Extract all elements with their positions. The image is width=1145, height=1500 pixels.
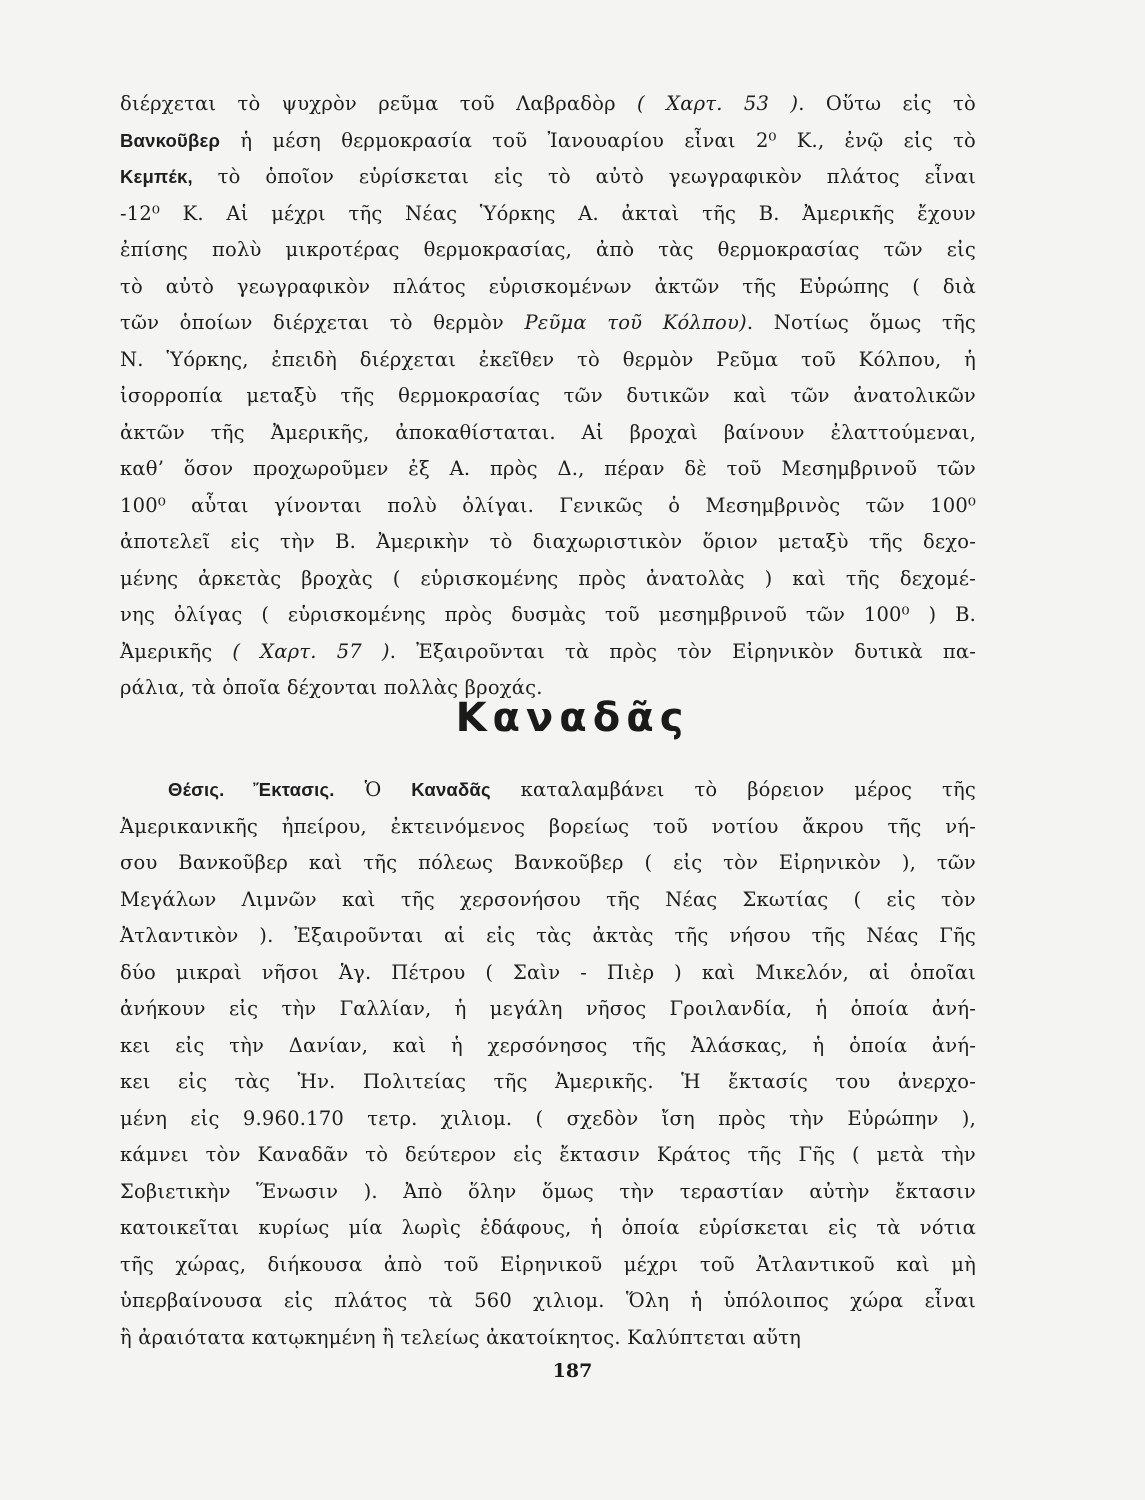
text-line [120,1137,976,1174]
text-line [120,561,976,598]
text-line [120,488,976,525]
text-line [120,772,976,809]
paragraph-canada-position [120,772,976,1356]
text-line [120,634,976,671]
text-line [120,1101,976,1138]
text-line [120,159,976,196]
text-run: τῶν ὁποίων διέρχεται τὸ θερμὸν [120,311,525,334]
text-line [120,1283,976,1320]
text-run: . Νοτίως ὅμως τῆς [746,311,976,334]
text-run: καθ’ ὅσον προχωροῦμεν ἐξ Α. πρὸς Δ., πέραν δὲ τοῦ Μεσημβρινοῦ τῶν [120,457,976,480]
text-run: Ἀμερικῆς [120,639,233,663]
text-line [120,991,976,1028]
text-line [120,1064,976,1101]
text-run: ἰσορροπία μεταξὺ τῆς θερμοκρασίας τῶν δυτικῶν καὶ τῶν ἀνατολικῶν [120,384,976,407]
text-run: . Οὕτω εἰς τὸ [798,92,976,115]
text-line [120,305,976,342]
text-run: Ν. Ὑόρκης, ἐπειδὴ διέρχεται ἐκεῖθεν τὸ θερμὸν Ρεῦμα τοῦ Κόλπου, ἡ [120,347,976,371]
text-run: ( Χαρτ. 57 ) [232,639,390,663]
text-run: μένης ἀρκετὰς βροχὰς ( εὑρισκομένης πρὸς ἀνατολὰς ) καὶ τῆς δεχομέ- [120,566,976,590]
text-run: μένη εἰς 9.960.170 τετρ. χιλιομ. ( σχεδὸν ἴση πρὸς τὴν Εὐρώπην ), [120,1106,976,1130]
text-run: Σοβιετικὴν Ἕνωσιν ). Ἀπὸ ὅλην ὅμως τὴν τεραστίαν αὐτὴν ἔκτασιν [120,1179,976,1203]
text-run: ἀνήκουν εἰς τὴν Γαλλίαν, ἡ μεγάλη νῆσος Γροιλανδία, ἡ ὁποία ἀνή- [120,997,976,1020]
text-run: ἢ ἀραιότατα κατῳκημένη ἢ τελείως ἀκατοίκητος. Καλύπτεται αὕτη [120,1325,802,1349]
text-run: 100⁰ αὗται γίνονται πολὺ ὀλίγαι. Γενικῶς ὁ Μεσημβρινὸς τῶν 100⁰ [120,493,976,517]
text-run: Κεμπέκ, [120,166,193,187]
text-run: διέρχεται τὸ ψυχρὸν ρεῦμα τοῦ Λαβραδὸρ [120,92,638,115]
text-run: . Ἐξαιροῦνται τὰ πρὸς τὸν Εἰρηνικὸν δυτικὰ πα- [389,639,976,663]
text-line [120,1320,976,1357]
text-run: κάμνει τὸν Καναδᾶν τὸ δεύτερον εἰς ἔκτασιν Κράτος τῆς Γῆς ( μετὰ τὴν [120,1143,976,1166]
paragraph-climate [120,86,976,707]
text-line [120,1028,976,1065]
text-run: καταλαμβάνει τὸ βόρειον μέρος τῆς [490,778,976,801]
text-run: Καναδᾶς [411,779,491,800]
text-run: ἡ μέση θερμοκρασία τοῦ Ἰανουαρίου εἶναι 2⁰ Κ., ἐνῷ εἰς τὸ [220,128,976,152]
text-run: νης ὀλίγας ( εὑρισκομένης πρὸς δυσμὰς τοῦ μεσημβρινοῦ τῶν 100⁰ ) Β. [120,603,976,626]
text-run: ( Χαρτ. 53 ) [637,92,799,115]
text-run: ράλια, τὰ ὁποῖα δέχονται πολλὰς βροχάς. [120,676,543,699]
text-run: Ὁ [334,778,412,801]
text-run: Ρεῦμα τοῦ Κόλπου) [524,311,747,334]
text-run: σου Βανκοῦβερ καὶ τῆς πόλεως Βανκοῦβερ ( εἰς τὸν Εἰρηνικὸν ), τῶν [120,851,976,874]
text-line [120,415,976,452]
text-line [120,232,976,269]
text-line [120,809,976,846]
text-line [120,1247,976,1284]
text-run: Μεγάλων Λιμνῶν καὶ τῆς χερσονήσου τῆς Νέας Σκωτίας ( εἰς τὸν [120,887,976,911]
text-line [120,882,976,919]
text-line [120,196,976,233]
text-run: Ἀτλαντικὸν ). Ἐξαιροῦνται αἱ εἰς τὰς ἀκτὰς τῆς νήσου τῆς Νέας Γῆς [120,924,976,947]
section-heading-canada: Καναδᾶς [455,695,690,741]
text-run: Ἀμερικανικῆς ἠπείρου, ἐκτεινόμενος βορείως τοῦ νοτίου ἄκρου τῆς νή- [120,814,976,838]
text-run: Θέσις. Ἔκτασις. [168,779,335,800]
text-run: τῆς χώρας, διήκουσα ἀπὸ τοῦ Εἰρηνικοῦ μέχρι τοῦ Ἀτλαντικοῦ καὶ μὴ [120,1252,976,1276]
text-line [120,1210,976,1247]
text-run: δύο μικραὶ νῆσοι Ἁγ. Πέτρου ( Σαὶν - Πιὲρ ) καὶ Μικελόν, αἱ ὁποῖαι [120,960,976,984]
text-run: -12⁰ Κ. Αἱ μέχρι τῆς Νέας Ὑόρκης Α. ἀκταὶ τῆς Β. Ἀμερικῆς ἔχουν [120,201,976,225]
text-line [120,123,976,160]
text-line [120,86,976,123]
text-run: κει εἰς τὴν Δανίαν, καὶ ἡ χερσόνησος τῆς Ἀλάσκας, ἡ ὁποία ἀνή- [120,1033,976,1057]
text-run: ἀκτῶν τῆς Ἀμερικῆς, ἀποκαθίσταται. Αἱ βροχαὶ βαίνουν ἐλαττούμεναι, [120,420,976,444]
text-line [120,378,976,415]
text-line [120,1174,976,1211]
text-run: τὸ αὐτὸ γεωγραφικὸν πλάτος εὑρισκομένων ἀκτῶν τῆς Εὐρώπης ( διὰ [120,274,976,298]
text-run: ἐπίσης πολὺ μικροτέρας θερμοκρασίας, ἀπὸ τὰς θερμοκρασίας τῶν εἰς [120,238,976,261]
text-run: κατοικεῖται κυρίως μία λωρὶς ἐδάφους, ἡ ὁποία εὑρίσκεται εἰς τὰ νότια [120,1216,976,1239]
text-run: ὑπερβαίνουσα εἰς πλάτος τὰ 560 χιλιομ. Ὅλη ἡ ὑπόλοιπος χώρα εἶναι [120,1289,976,1312]
text-run: κει εἰς τὰς Ἡν. Πολιτείας τῆς Ἀμερικῆς. Ἡ ἔκτασίς του ἀνερχο- [120,1070,976,1093]
page-number: 187 [552,1360,593,1382]
text-line [120,451,976,488]
text-run: ἀποτελεῖ εἰς τὴν Β. Ἀμερικὴν τὸ διαχωριστικὸν ὅριον μεταξὺ τῆς δεχο- [120,530,976,553]
text-line [120,524,976,561]
text-line [120,597,976,634]
text-line [120,918,976,955]
text-line [120,955,976,992]
text-run: Βανκοῦβερ [120,129,221,151]
text-line [120,342,976,379]
text-run: τὸ ὁποῖον εὑρίσκεται εἰς τὸ αὐτὸ γεωγραφικὸν πλάτος εἶναι [192,165,976,188]
text-line [120,845,976,882]
text-line [120,269,976,306]
